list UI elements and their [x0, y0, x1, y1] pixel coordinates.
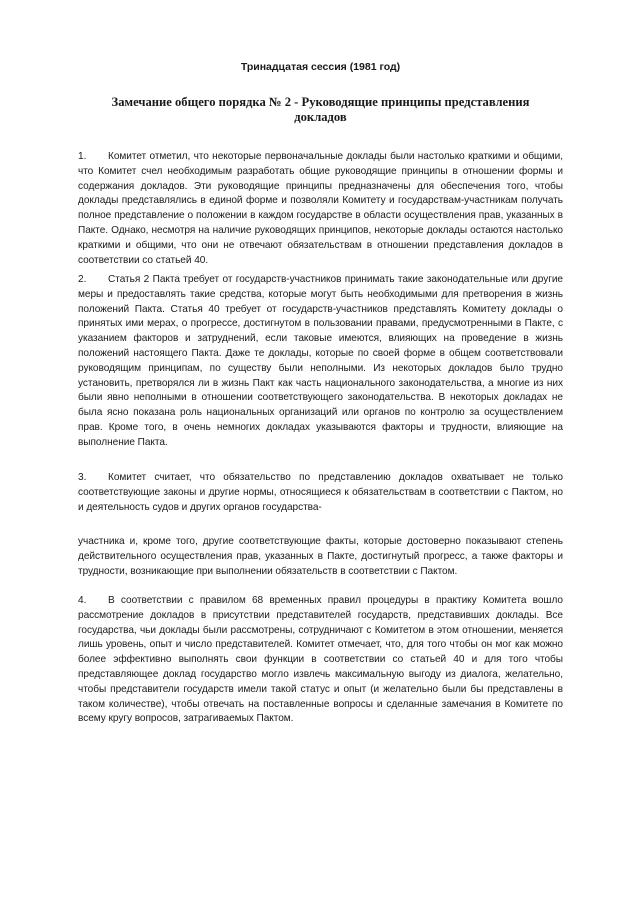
paragraph-2: [78, 273, 563, 451]
paragraph-text: В соответствии с правилом 68 временных правил процедуры в практику Комитета вошло рассмотрение докладов в присутствии представителей государств, представивших доклады. Все государства, чьи доклады были рассмотрены, сотрудничают с Комитетом в этом отношении, меняется лишь уровень, опыт и число представителей. Комитет отмечает, что, для того чтобы он мог как можно более эффективно выполнять свои функции в соответствии со статьей 40 и для того чтобы представляющее доклад государство могло извлечь максимальную выгоду из диалога, желательно, чтобы представители государств имели такой статус и опыт (и желательно были бы представлены в таком количестве), чтобы отвечать на поставленные вопросы и сделанные замечания в Комитете по всему кругу вопросов, затрагиваемых Пактом.: [78, 595, 563, 725]
paragraph-number: 4.: [78, 595, 87, 606]
paragraph-text: Статья 2 Пакта требует от государств-участников принимать такие законодательные или другие меры и предоставлять такие средства, которые могут быть необходимыми для претворения в жизнь положений Пакта. Статья 40 требует от государств-участников представлять Комитету доклады о принятых ими мерах, о прогрессе, достигнутом в пользовании правами, предусмотренными в Пакте, с указанием факторов и затруднений, если таковые имеются, влияющих на проведение в жизнь положений настоящего Пакта. Даже те доклады, которые по своей форме в общем соответствовали руководящим принципам, по существу были неполными. Из некоторых докладов было трудно установить, претворялся ли в жизнь Пакт как часть национального законодательства, а многие из них были явно неполными в отношении соответствующего законодательства. В некоторых докладах не была ясно показана роль национальных организаций или органов по контролю за осуществлением прав. Кроме того, в очень немногих докладах указываются факторы и трудности, влияющие на выполнение Пакта.: [78, 274, 563, 448]
paragraph-4: [78, 594, 563, 727]
paragraph-number: 2.: [78, 274, 87, 285]
paragraph-number: 3.: [78, 472, 87, 483]
paragraph-text: Комитет считает, что обязательство по представлению докладов охватывает не только соответствующие законы и другие нормы, относящиеся к обязательствам в соответствии с Пактом, но и деятельность судов и других органов государства-: [78, 472, 563, 513]
session-title: Тринадцатая сессия (1981 год): [240, 61, 401, 73]
paragraph-text: Комитет отметил, что некоторые первоначальные доклады были настолько краткими и общими, что Комитет счел необходимым разработать общие руководящие принципы в отношении формы и содержания докладов. Эти руководящие принципы предназначены для обеспечения того, чтобы доклады представлялись в единой форме и позволяли Комитету и государствам-участникам получать полное представление о положении в каждом государстве в области осуществления прав, указанных в Пакте. Однако, несмотря на наличие руководящих принципов, некоторые доклады остаются настолько краткими и общими, что они не отвечают обязательствам в отношении представления докладов в соответствии со статьей 40.: [78, 151, 563, 266]
document-heading: Замечание общего порядка № 2 - Руководящие принципы представления докладов: [111, 95, 530, 124]
paragraph-3: [78, 471, 563, 515]
paragraph-1: [78, 150, 563, 268]
paragraph-number: 1.: [78, 151, 87, 162]
paragraph-3-continuation: [78, 535, 563, 579]
paragraph-text: участника и, кроме того, другие соответствующие факты, которые достоверно показывают степень действительного осуществления прав, указанных в Пакте, достигнутый прогресс, а также факторы и трудности, возникающие при выполнении обязательств в соответствии с Пактом.: [78, 536, 563, 577]
